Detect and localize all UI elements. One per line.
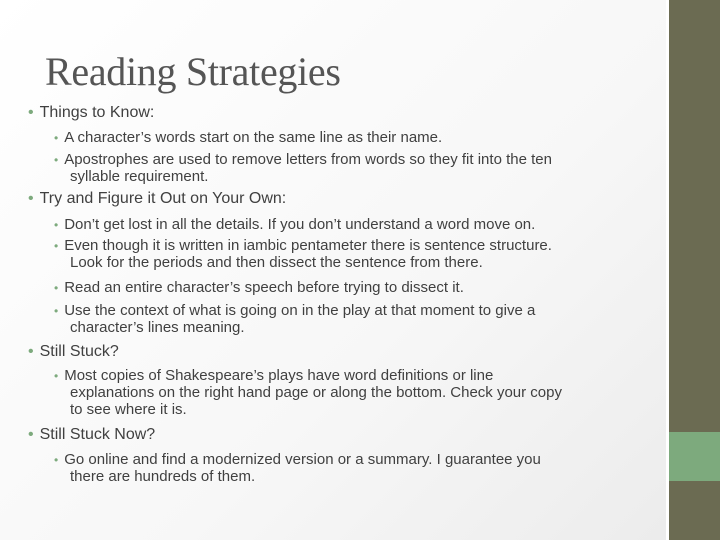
section-heading-text: Things to Know: [39,104,155,121]
sub-bullet-continuation [70,401,187,418]
sub-bullet-continuation [70,168,208,185]
sub-bullet-item [54,302,535,319]
sub-bullet-item [54,151,552,168]
sub-bullet-item [54,279,464,296]
sub-bullet-text: explanations on the right hand page or along the bottom. Check your copy [70,384,562,401]
slide-title: Reading Strategies [45,49,341,94]
bullet-icon: • [28,343,34,360]
sub-bullet-item [54,451,541,468]
sub-bullet-icon: • [54,453,59,467]
section-heading [28,426,155,444]
sub-bullet-icon: • [54,369,59,383]
sub-bullet-text: Even though it is written in iambic pentameter there is sentence structure. [64,237,552,254]
bullet-icon: • [28,426,34,443]
sub-bullet-text: character’s lines meaning. [70,319,245,336]
sub-bullet-icon: • [54,281,59,295]
section-heading-text: Try and Figure it Out on Your Own: [39,190,287,207]
sub-bullet-text: Go online and find a modernized version or a summary. I guarantee you [64,451,541,468]
sub-bullet-continuation [70,384,562,401]
sub-bullet-text: Use the context of what is going on in the play at that moment to give a [64,302,536,319]
bullet-icon: • [28,104,34,121]
section-heading-text: Still Stuck Now? [39,426,156,443]
section-heading [28,343,119,361]
sub-bullet-text: Look for the periods and then dissect the sentence from there. [70,254,483,271]
sub-bullet-continuation [70,319,245,336]
sub-bullet-text: syllable requirement. [70,168,209,185]
sub-bullet-icon: • [54,131,59,145]
sub-bullet-text: to see where it is. [70,401,187,418]
sub-bullet-icon: • [54,304,59,318]
sub-bullet-item [54,367,493,384]
sub-bullet-text: Most copies of Shakespeare’s plays have word definitions or line [64,367,494,384]
sub-bullet-icon: • [54,153,59,167]
section-heading [28,104,154,122]
section-heading-text: Still Stuck? [39,343,119,360]
sub-bullet-item [54,129,442,146]
sub-bullet-item [54,216,535,233]
sub-bullet-continuation [70,468,255,485]
sidebar-accent-block [669,432,720,481]
sub-bullet-text: A character’s words start on the same line as their name. [64,129,443,146]
sub-bullet-text: there are hundreds of them. [70,468,256,485]
sub-bullet-continuation [70,254,483,271]
sub-bullet-icon: • [54,218,59,232]
sub-bullet-text: Don’t get lost in all the details. If you don’t understand a word move on. [64,216,536,233]
sub-bullet-icon: • [54,239,59,253]
section-heading [28,190,286,208]
bullet-icon: • [28,190,34,207]
sub-bullet-item [54,237,552,254]
sub-bullet-text: Read an entire character’s speech before trying to dissect it. [64,279,464,296]
sub-bullet-text: Apostrophes are used to remove letters from words so they fit into the ten [64,151,552,168]
